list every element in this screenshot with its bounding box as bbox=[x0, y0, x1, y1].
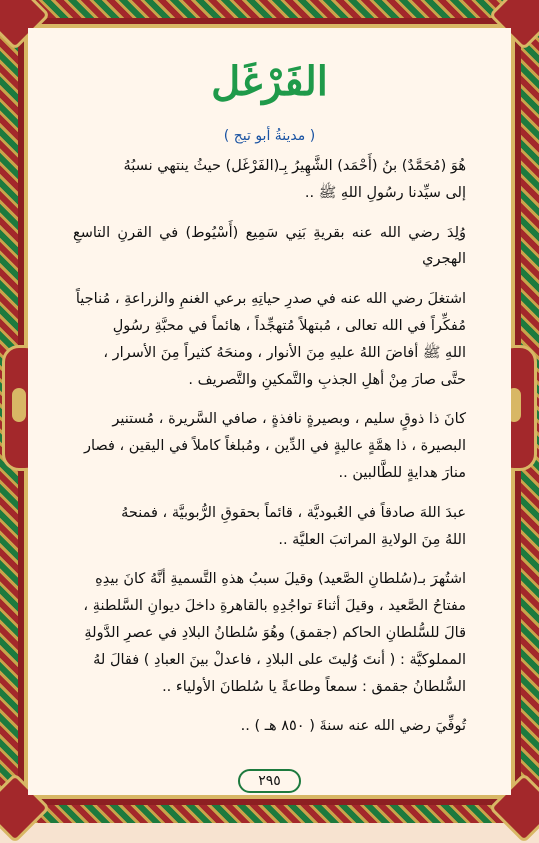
text-line: مفتاحُ الصَّعيد ، وقيلَ أثناءَ تواجُدِهِ بالقاهرةِ داخلَ ديوانِ السَّلطنةِ ، bbox=[83, 598, 466, 615]
text-line: اللهُ مِنَ الولايةِ المراتبَ العليَّة .. bbox=[278, 531, 466, 548]
page-number-label: ٢٩٥ bbox=[238, 769, 301, 793]
paragraph-gap bbox=[73, 493, 466, 494]
text-line: وُلِدَ رضي الله عنه بقريةِ بَنِي سَمِيع (أَسْيُوط) في القرنِ التاسعِ الهجري bbox=[73, 224, 466, 268]
text-line: عبدَ اللهَ صادقاً في العُبوديَّة ، قائماً بحقوقِ الرُّبوبيَّة ، فمنحهُ bbox=[121, 504, 466, 521]
paragraph bbox=[73, 153, 466, 207]
text-line: اللهِ ﷺ أفاضَ اللهُ عليهِ مِنَ الأنوار ، ومنحَهُ كثيراً مِنَ الأسرار ، bbox=[103, 344, 466, 361]
text-line: السُّلطانُ جقمق : سمعاً وطاعةً يا سُلطانَ الأولياء .. bbox=[162, 678, 466, 695]
text-line: منارَ هدايةٍ للطَّالبين .. bbox=[338, 464, 466, 481]
body-text bbox=[73, 153, 466, 740]
paragraph-gap bbox=[73, 399, 466, 400]
paragraph bbox=[73, 500, 466, 554]
text-line: إلى سيِّدنا رسُولِ اللهِ ﷺ .. bbox=[304, 184, 466, 201]
paragraph bbox=[73, 566, 466, 700]
text-line: هُوَ (مُحَمَّدٌ) بنُ (أَحْمَد) الشَّهِيرُ بِـ(الفَرْغَل) حيثُ ينتهي نسبُهُ bbox=[123, 158, 466, 174]
page-content bbox=[28, 28, 511, 795]
text-line: تُوفِّيَ رضي الله عنه سنةَ ( ٨٥٠ هـ ) .. bbox=[240, 718, 466, 735]
text-line: اشتُهرَ بـ(سُلطانِ الصَّعيد) وقيلَ سببُ هذهِ التَّسميةِ أنَّهُ كانَ بيدِهِ bbox=[95, 571, 466, 588]
text-line: مُفكِّراً في الله تعالى ، مُبتهلاً مُتهجِّداً ، هائماً في محبَّةِ رسُولِ bbox=[112, 317, 466, 334]
paragraph-gap bbox=[73, 279, 466, 280]
paragraph bbox=[73, 713, 466, 740]
page-title: الفَرْغَل bbox=[211, 58, 328, 105]
paragraph bbox=[73, 220, 466, 274]
page-number bbox=[28, 769, 511, 793]
paragraph-gap bbox=[73, 706, 466, 707]
text-line: البصيرة ، ذا همَّةٍ عاليةٍ في الدِّين ، ومُبلغاً كاملاً في اليقين ، فصار bbox=[83, 438, 466, 455]
paragraph bbox=[73, 286, 466, 393]
text-line: كانَ ذا ذوقٍ سليم ، وبصيرةٍ نافذةٍ ، صافي السَّريرة ، مُستنير bbox=[112, 411, 466, 428]
paragraph bbox=[73, 406, 466, 486]
text-line: حتَّى صارَ مِنْ أهلِ الجذبِ والتَّمكينِ والتَّصريف . bbox=[188, 371, 466, 388]
page-subtitle: ( مدينةُ أبو تيج ) bbox=[223, 128, 316, 144]
text-line: قالَ للسُّلطانِ الحاكم (جقمق) وهُوَ سُلطانُ البلادِ في عصرِ الدَّولةِ bbox=[84, 624, 466, 641]
text-line: اشتغلَ رضي الله عنه في صدرِ حياتِهِ برعي الغنمِ والزراعةِ ، مُناجياً bbox=[75, 291, 466, 308]
paragraph-gap bbox=[73, 559, 466, 560]
paragraph-gap bbox=[73, 213, 466, 214]
text-line: المملوكيَّة : ( أنتَ وُليتَ على البلادِ ، فاعدلْ بينَ العبادِ ) فقالَ لهُ bbox=[93, 651, 466, 668]
